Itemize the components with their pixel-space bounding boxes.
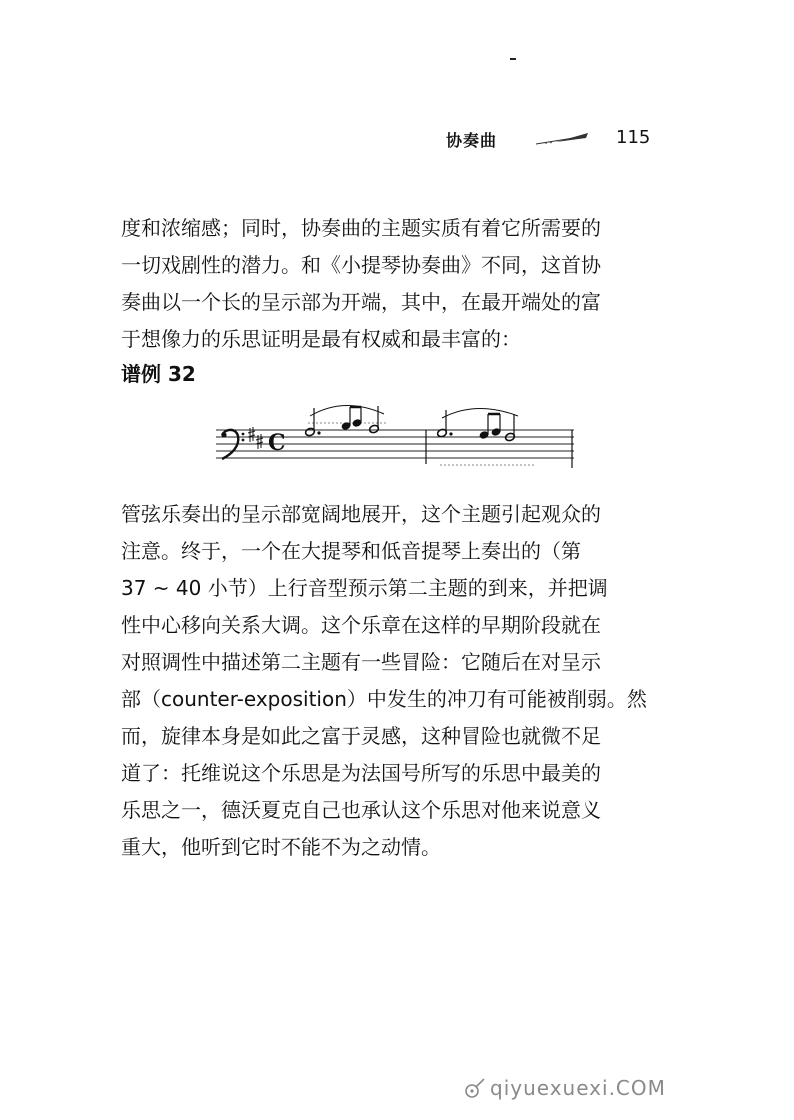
text-line: 注意。终于，一个在大提琴和低音提琴上奏出的（第 [121, 539, 581, 563]
text-line: 道了：托维说这个乐思是为法国号所写的乐思中最美的 [121, 761, 601, 785]
page-number: 115 [616, 127, 651, 148]
print-speck [510, 58, 516, 60]
lute-icon [464, 1077, 486, 1099]
text-line: 度和浓缩感；同时，协奏曲的主题实质有着它所需要的 [121, 216, 601, 240]
paragraph-2 [121, 496, 681, 866]
running-header [446, 126, 666, 156]
header-title: 协奏曲 [446, 131, 498, 150]
header-ornament-icon [526, 128, 626, 148]
text-line: 而，旋律本身是如此之富于灵感，这种冒险也就微不足 [121, 724, 601, 748]
text-line: 乐思之一，德沃夏克自己也承认这个乐思对他来说意义 [121, 798, 601, 822]
text-line: 于想像力的乐思证明是最有权威和最丰富的： [121, 327, 521, 351]
common-time-icon: C [268, 430, 286, 456]
text-line: 部（counter-exposition）中发生的冲刀有可能被削弱。然 [121, 687, 647, 711]
text-line: 奏曲以一个长的呈示部为开端，其中，在最开端处的富 [121, 290, 601, 314]
watermark-text: qiyuexuexi.COM [490, 1076, 666, 1100]
text-line: 对照调性中描述第二主题有一些冒险：它随后在对呈示 [121, 650, 601, 674]
text-line: 重大，他听到它时不能不为之动情。 [121, 835, 441, 859]
site-watermark [464, 1076, 776, 1104]
text-line: 37 ~ 40 小节）上行音型预示第二主题的到来，并把调 [121, 576, 608, 600]
text-line: 性中心移向关系大调。这个乐章在这样的早期阶段就在 [121, 613, 601, 637]
music-score-figure [214, 402, 580, 472]
text-line: 管弦乐奏出的呈示部宽阔地展开，这个主题引起观众的 [121, 502, 601, 526]
text-line: 一切戏剧性的潜力。和《小提琴协奏曲》不同，这首协 [121, 253, 601, 277]
measure-1-notes [305, 405, 386, 436]
music-example-label: 谱例 32 [121, 362, 196, 386]
paragraph-1 [121, 210, 681, 358]
